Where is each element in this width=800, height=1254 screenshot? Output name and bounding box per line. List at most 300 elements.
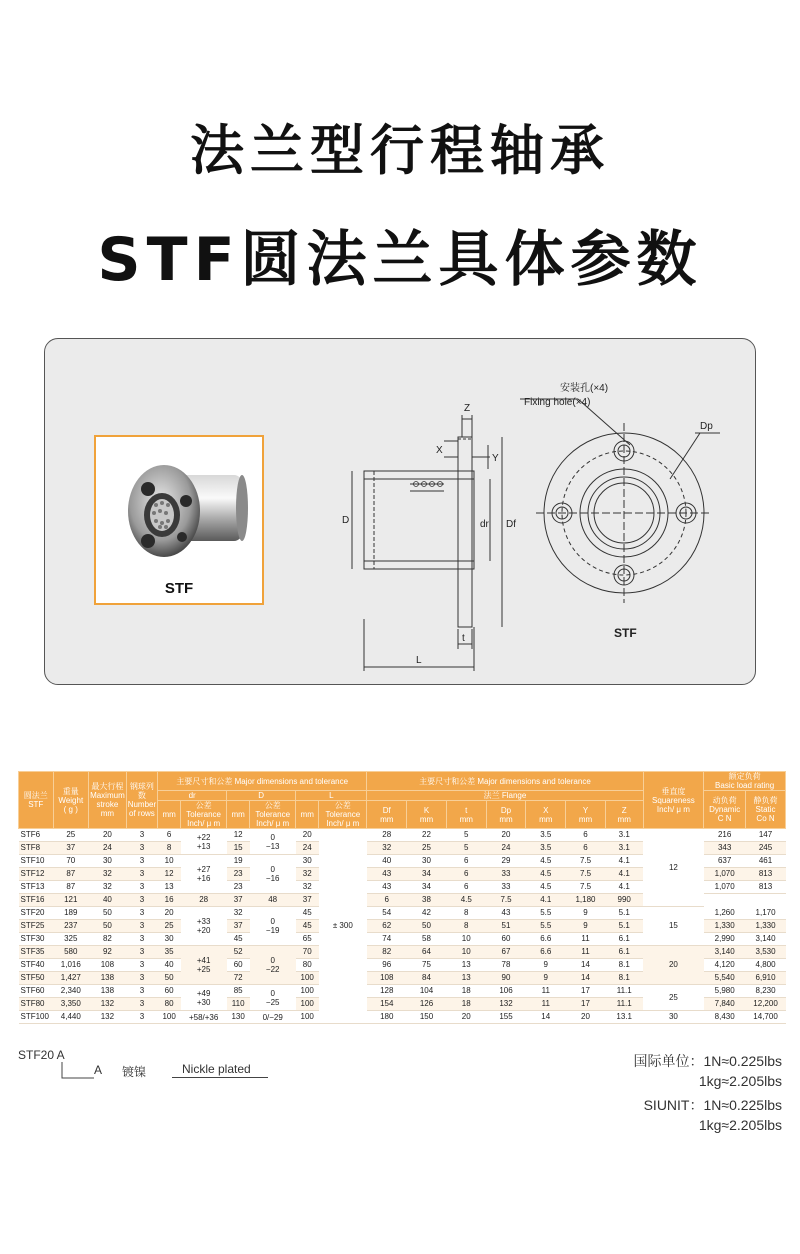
table-cell: 8.1 [605,959,643,972]
table-cell: STF35 [19,946,54,959]
table-cell: +58/+36 [181,1011,227,1024]
table-cell: 60 [486,933,526,946]
table-cell: 1,427 [53,972,89,985]
table-cell: 110 [227,998,250,1011]
table-cell: 11 [526,998,566,1011]
table-cell: 6.6 [526,933,566,946]
table-cell: 45 [296,920,319,933]
th-model: 圆法兰 STF [19,772,54,829]
table-cell: +22 +13 [181,829,227,855]
page-title-line2: STF圆法兰具体参数 [97,225,703,295]
th-l-mm: mm [296,801,319,829]
table-cell: 8 [446,920,486,933]
table-cell: 50 [89,907,127,920]
table-cell: 33 [486,881,526,894]
dim-z: Z [464,403,471,414]
table-cell: 6 [158,829,181,842]
table-cell: 6 [446,868,486,881]
table-cell: 4.1 [605,855,643,868]
table-cell: 9 [566,907,606,920]
table-cell: 20 [158,907,181,920]
table-cell: 25 [643,985,704,1011]
table-cell: 43 [486,907,526,920]
table-cell: 32 [227,907,250,920]
table-row [19,946,786,959]
table-cell: 132 [89,1011,127,1024]
table-cell: 11 [566,946,606,959]
table-cell: 1,330 [704,920,746,933]
table-cell: 14 [566,972,606,985]
table-cell: 8 [158,842,181,855]
table-cell: 6 [566,829,606,842]
table-cell: STF13 [19,881,54,894]
table-cell: 19 [227,855,250,868]
table-cell: 813 [746,868,786,881]
table-cell: 100 [296,972,319,985]
table-cell: 17 [566,985,606,998]
th-dynamic: 动负荷 Dynamic C N [704,791,746,829]
table-cell: 3 [126,829,157,842]
table-cell: 1,070 [704,868,746,881]
table-cell: 5,540 [704,972,746,985]
table-cell: STF6 [19,829,54,842]
table-cell: 237 [53,920,89,933]
table-cell: STF12 [19,868,54,881]
table-cell: 20 [89,829,127,842]
table-cell: STF8 [19,842,54,855]
table-cell: 37 [296,894,319,907]
table-cell: 6 [566,842,606,855]
table-cell: 30 [158,933,181,946]
table-cell: 50 [407,920,447,933]
table-cell: 28 [181,894,227,907]
table-cell: 15 [643,907,704,946]
table-cell: 3,530 [746,946,786,959]
th-l-tol: 公差 Tolerance Inch/ μ m [319,801,367,829]
table-cell: 23 [227,881,250,894]
suffix-cn: 镀镍 [122,1065,147,1079]
table-cell: 130 [227,1011,250,1024]
spec-table-body [19,829,786,1024]
table-cell: 32 [296,881,319,894]
table-cell: 14 [526,1011,566,1024]
table-row [19,985,786,998]
table-cell: 6.1 [605,946,643,959]
table-cell: 42 [407,907,447,920]
table-cell: 14 [566,959,606,972]
th-z: Z mm [605,801,643,829]
table-cell: 29 [486,855,526,868]
table-cell: 3 [126,959,157,972]
table-cell: 11 [566,933,606,946]
table-cell: 154 [367,998,407,1011]
table-cell: 155 [486,1011,526,1024]
table-cell: 20 [643,946,704,985]
table-cell: 106 [486,985,526,998]
table-cell: 87 [53,881,89,894]
table-cell: 13.1 [605,1011,643,1024]
table-cell: 138 [89,972,127,985]
th-d: D [227,791,296,801]
table-cell: 34 [407,881,447,894]
table-cell: 3,140 [746,933,786,946]
photo-label: STF [164,580,194,597]
table-cell: 5,980 [704,985,746,998]
table-cell: 20 [566,1011,606,1024]
table-cell: 8.1 [605,972,643,985]
table-cell: 2,340 [53,985,89,998]
table-cell: 5 [446,829,486,842]
drawing-label: STF [614,626,637,640]
table-cell: 104 [407,985,447,998]
table-cell: 1,260 [704,907,746,920]
table-cell: 100 [296,998,319,1011]
units-line2: 1kg≈2.205lbs [698,1073,782,1089]
table-cell: 0/−29 [250,1011,296,1024]
table-cell: STF10 [19,855,54,868]
table-cell: +41 +25 [181,946,227,985]
table-cell: STF80 [19,998,54,1011]
table-cell: 37 [227,920,250,933]
units-line1: 国际单位：1N≈0.225lbs [633,1053,782,1069]
table-cell: 90 [486,972,526,985]
table-cell: 3 [126,855,157,868]
table-cell: 5.1 [605,920,643,933]
table-cell: 7.5 [486,894,526,907]
table-cell: 37 [53,842,89,855]
page-title-line1: 法兰型行程轴承 [190,119,610,182]
table-cell: 13 [158,881,181,894]
units-line3: SIUNIT：1N≈0.225lbs [643,1097,782,1113]
table-cell: 0 −25 [250,985,296,1011]
table-cell: 3 [126,933,157,946]
table-cell: 0 −16 [250,855,296,894]
table-cell: 65 [296,933,319,946]
table-cell: 35 [158,946,181,959]
table-cell: 8,230 [746,985,786,998]
th-dr-mm: mm [158,801,181,829]
table-cell: 11.1 [605,998,643,1011]
table-row [19,1011,786,1024]
model-code: STF20 A [18,1048,65,1062]
table-cell: 13 [446,959,486,972]
table-cell: 3.1 [605,842,643,855]
dim-dp: Dp [700,421,713,432]
table-cell: 180 [367,1011,407,1024]
table-cell: 82 [367,946,407,959]
dim-dr: dr [480,519,489,530]
table-cell: 32 [89,868,127,881]
suffix-underline [172,1077,268,1078]
table-cell: 11 [526,985,566,998]
table-cell: 1,330 [746,920,786,933]
dim-x: X [436,445,443,456]
th-k: K mm [407,801,447,829]
table-cell: 3 [126,907,157,920]
table-cell: 7.5 [566,855,606,868]
table-cell: 9 [566,920,606,933]
table-cell: 20 [446,1011,486,1024]
table-cell: 3 [126,946,157,959]
spec-table [18,771,786,1024]
dim-d: D [342,515,350,526]
th-stroke: 最大行程 Maximum stroke mm [89,772,127,829]
product-photo-frame [94,435,264,605]
th-squareness: 垂直度 Squareness Inch/ μ m [643,772,704,829]
dim-l: L [416,655,422,666]
fixing-hole-en: Fixing hole(×4) [524,397,591,408]
table-cell: 25 [407,842,447,855]
table-cell: 0 −22 [250,946,296,985]
table-cell: 147 [746,829,786,842]
table-cell: 58 [407,933,447,946]
suffix-en: Nickle plated [182,1062,251,1076]
table-cell: 4.5 [526,855,566,868]
table-cell: 0 −19 [250,907,296,946]
table-cell: 4.5 [526,881,566,894]
table-cell: 60 [227,959,250,972]
th-x: X mm [526,801,566,829]
table-cell: 30 [407,855,447,868]
table-cell: 43 [367,881,407,894]
product-photo [96,437,262,577]
table-cell: 637 [704,855,746,868]
table-cell: 7.5 [566,868,606,881]
spec-table-wrap [18,771,786,1024]
table-cell: 50 [89,920,127,933]
table-cell: 3 [126,985,157,998]
table-cell: 12 [158,868,181,881]
table-cell: 13 [446,972,486,985]
table-cell: 12,200 [746,998,786,1011]
table-cell: 3 [126,1011,157,1024]
table-cell: 12 [227,829,250,842]
table-cell: STF30 [19,933,54,946]
table-cell: +27 +16 [181,855,227,894]
table-cell: 461 [746,855,786,868]
table-cell: 6.6 [526,946,566,959]
table-cell: 128 [367,985,407,998]
table-cell: 3 [126,868,157,881]
table-cell: 33 [486,868,526,881]
th-y: Y mm [566,801,606,829]
table-cell: 6 [367,894,407,907]
dim-t: t [462,633,465,644]
table-cell: 40 [367,855,407,868]
table-cell: 18 [446,998,486,1011]
th-d-tol: 公差 Tolerance Inch/ μ m [250,801,296,829]
table-cell: 30 [643,1011,704,1024]
th-flange: 法兰 Flange [367,791,643,801]
table-cell: 62 [367,920,407,933]
table-cell: 85 [227,985,250,998]
table-cell: 4.1 [605,881,643,894]
table-cell: 32 [89,881,127,894]
table-cell: 72 [227,972,250,985]
table-cell: 121 [53,894,89,907]
table-cell: ± 300 [319,829,367,1024]
th-d-mm: mm [227,801,250,829]
table-cell: 23 [227,868,250,881]
th-load: 额定负荷 Basic load rating [704,772,786,791]
table-cell: +33 +20 [181,907,227,946]
table-cell: 87 [53,868,89,881]
fixing-hole-cn: 安装孔(×4) [560,383,609,394]
table-cell: 189 [53,907,89,920]
table-cell: 11.1 [605,985,643,998]
table-cell: 37 [227,894,250,907]
suffix-code: A [94,1063,103,1077]
table-cell: 7,840 [704,998,746,1011]
table-cell: STF40 [19,959,54,972]
table-cell: 6,910 [746,972,786,985]
table-cell: 25 [158,920,181,933]
table-cell: 17 [566,998,606,1011]
th-weight: 重量 Weight ( g ) [53,772,89,829]
table-cell: 8 [446,907,486,920]
table-cell: 100 [296,1011,319,1024]
table-cell: STF50 [19,972,54,985]
th-dp: Dp mm [486,801,526,829]
table-cell: 3 [126,972,157,985]
table-cell: 132 [486,998,526,1011]
th-dr: dr [158,791,227,801]
table-cell: 75 [407,959,447,972]
table-cell: 4.5 [446,894,486,907]
table-cell: 32 [367,842,407,855]
th-flange-group: 主要尺寸和公差 Major dimensions and tolerance [367,772,643,791]
table-cell: 9 [526,959,566,972]
table-cell: 25 [53,829,89,842]
table-cell: 5.5 [526,920,566,933]
table-cell: 216 [704,829,746,842]
table-cell: 12 [643,829,704,907]
table-cell: 92 [89,946,127,959]
table-cell: 3 [126,842,157,855]
th-rows: 钢球列数 Number of rows [126,772,157,829]
table-cell: 22 [407,829,447,842]
table-cell: 580 [53,946,89,959]
table-cell: 9 [526,972,566,985]
table-cell: 1,180 [566,894,606,907]
table-cell: 6 [446,881,486,894]
table-cell: 6 [446,855,486,868]
table-cell: 52 [227,946,250,959]
table-cell: 4,120 [704,959,746,972]
table-cell: 80 [158,998,181,1011]
table-cell: 3 [126,920,157,933]
table-cell: 18 [446,985,486,998]
table-cell: 45 [296,907,319,920]
table-cell: 80 [296,959,319,972]
table-cell: 10 [446,933,486,946]
technical-drawing [340,379,740,666]
table-cell: 30 [296,855,319,868]
table-cell: 84 [407,972,447,985]
table-cell: 6.1 [605,933,643,946]
table-cell: 20 [296,829,319,842]
table-cell: 24 [89,842,127,855]
table-cell: 0 −13 [250,829,296,855]
table-cell: 24 [296,842,319,855]
table-cell: 325 [53,933,89,946]
code-bracket [58,1062,98,1082]
th-major-group: 主要尺寸和公差 Major dimensions and tolerance [158,772,367,791]
table-cell: 32 [296,868,319,881]
table-cell: 7.5 [566,881,606,894]
table-cell: 245 [746,842,786,855]
table-cell: 10 [158,855,181,868]
table-cell: 1,170 [746,907,786,920]
table-cell: 70 [53,855,89,868]
table-cell: 3,140 [704,946,746,959]
table-cell: 10 [446,946,486,959]
table-cell: 82 [89,933,127,946]
th-static: 静负荷 Static Co N [746,791,786,829]
table-cell: 78 [486,959,526,972]
table-cell: 60 [158,985,181,998]
table-cell: 138 [89,985,127,998]
table-cell: 50 [158,972,181,985]
table-cell: 4,800 [746,959,786,972]
table-row [19,907,786,920]
table-cell: 5.1 [605,907,643,920]
table-cell: 990 [605,894,643,907]
table-row [19,829,786,842]
table-cell: 96 [367,959,407,972]
table-cell: 108 [89,959,127,972]
table-cell: 343 [704,842,746,855]
table-cell: 3 [126,894,157,907]
table-cell: 54 [367,907,407,920]
dim-y: Y [492,453,499,464]
table-cell: 4.1 [605,868,643,881]
table-cell: 1,016 [53,959,89,972]
table-cell: 20 [486,829,526,842]
table-cell: 43 [367,868,407,881]
table-cell: STF60 [19,985,54,998]
table-cell: STF16 [19,894,54,907]
units-line4: 1kg≈2.205lbs [698,1117,782,1133]
table-cell: 3 [126,881,157,894]
table-cell: 3.5 [526,842,566,855]
th-l: L [296,791,367,801]
table-cell: 67 [486,946,526,959]
table-cell: 100 [158,1011,181,1024]
table-cell: 2,990 [704,933,746,946]
table-cell: 3.5 [526,829,566,842]
table-cell: 45 [227,933,250,946]
table-cell: STF100 [19,1011,54,1024]
table-cell: 14,700 [746,1011,786,1024]
table-cell: 28 [367,829,407,842]
table-cell: 813 [746,881,786,894]
table-cell: 4,440 [53,1011,89,1024]
table-cell: +49 +30 [181,985,227,1011]
table-cell: 126 [407,998,447,1011]
table-cell: 38 [407,894,447,907]
table-cell: 70 [296,946,319,959]
table-cell: 1,070 [704,881,746,894]
table-cell: 74 [367,933,407,946]
table-cell: STF20 [19,907,54,920]
table-cell: 5 [446,842,486,855]
th-dr-tol: 公差 Tolerance Inch/ μ m [181,801,227,829]
th-df: Df mm [367,801,407,829]
table-cell: 64 [407,946,447,959]
table-cell: 16 [158,894,181,907]
table-cell: 8,430 [704,1011,746,1024]
